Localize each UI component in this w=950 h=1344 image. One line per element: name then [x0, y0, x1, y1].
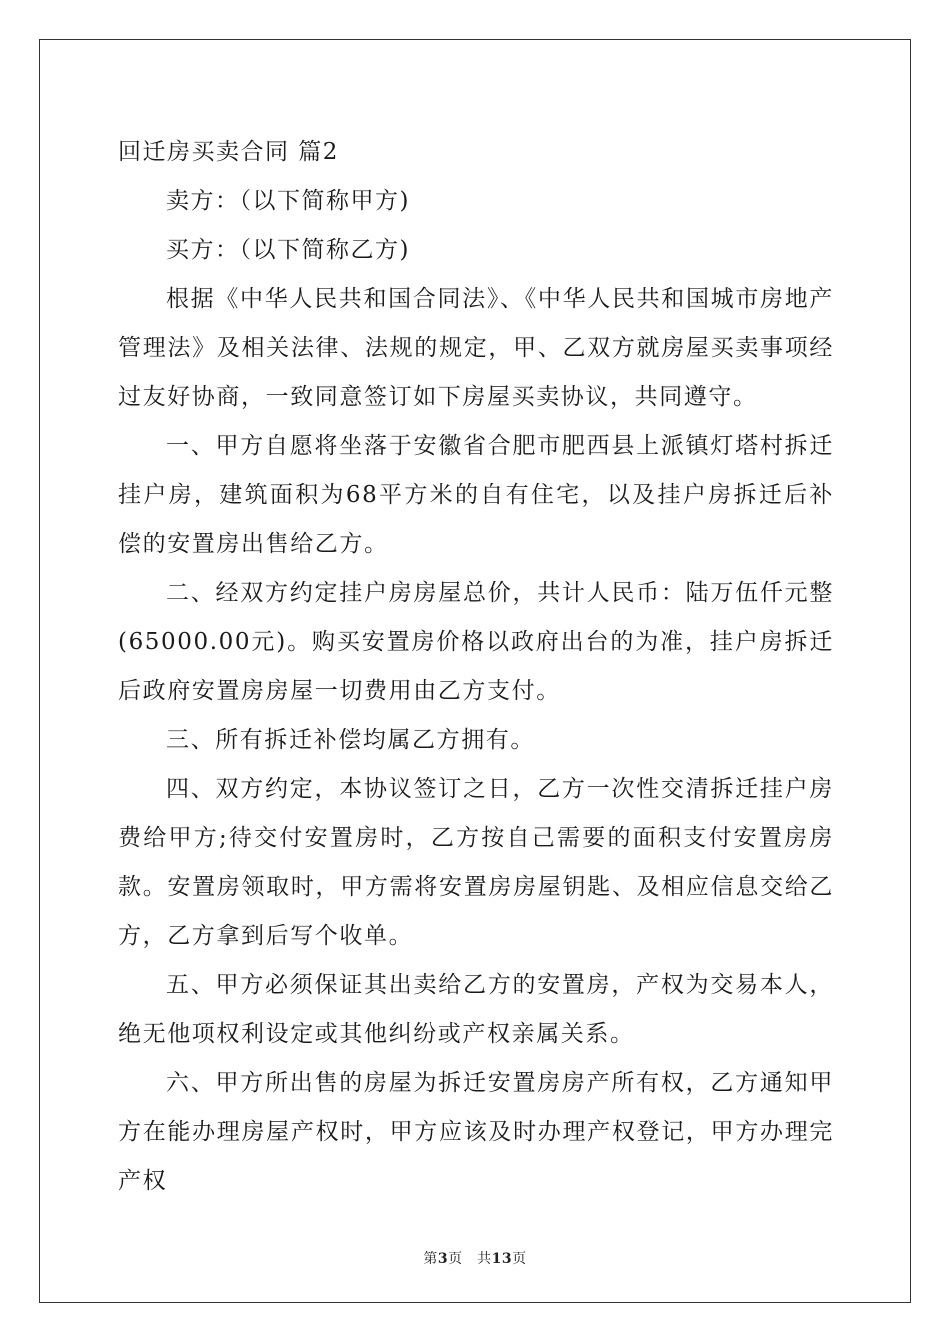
paragraph-clause-3: 三、所有拆迁补偿均属乙方拥有。 [166, 727, 535, 753]
footer-prefix: 第 [423, 1251, 438, 1267]
paragraph-clause-1: 一、甲方自愿将坐落于安徽省合肥市肥西县上派镇灯塔村拆迁挂户房，建筑面积为68平方米的自有住宅，以及挂户房拆迁后补偿的安置房出售给乙方。 [118, 433, 834, 557]
paragraph-clause-5: 五、甲方必须保证其出卖给乙方的安置房，产权为交易本人，绝无他项权利设定或其他纠纷或产权亲属关系。 [118, 972, 834, 1047]
page-footer [0, 1248, 950, 1268]
paragraph-preamble: 根据《中华人民共和国合同法》、《中华人民共和国城市房地产管理法》及相关法律、法规的规定，甲、乙双方就房屋买卖事项经过友好协商，一致同意签订如下房屋买卖协议，共同遵守。 [118, 286, 834, 410]
buyer-line: 买方：（以下简称乙方) [166, 237, 410, 263]
paragraph-clause-6: 六、甲方所出售的房屋为拆迁安置房房产所有权，乙方通知甲方在能办理房屋产权时，甲方应该及时办理产权登记，甲方办理完产权 [118, 1070, 834, 1194]
footer-current-page: 3 [437, 1251, 449, 1267]
document-title: 回迁房买卖合同 篇2 [118, 139, 339, 165]
document-body [118, 128, 834, 1206]
footer-total-pages: 13 [491, 1251, 513, 1267]
footer-middle: 页 共 [448, 1251, 492, 1267]
seller-line: 卖方：（以下简称甲方) [166, 188, 410, 214]
paragraph-clause-4: 四、双方约定，本协议签订之日，乙方一次性交清拆迁挂户房费给甲方;待交付安置房时，乙方按自己需要的面积支付安置房房款。安置房领取时，甲方需将安置房房屋钥匙、及相应信息交给乙方，乙方拿到后写个收单。 [118, 776, 834, 949]
footer-suffix: 页 [512, 1251, 527, 1267]
paragraph-clause-2: 二、经双方约定挂户房房屋总价，共计人民币：陆万伍仟元整(65000.00元)。购买安置房价格以政府出台的为准，挂户房拆迁后政府安置房房屋一切费用由乙方支付。 [118, 580, 834, 704]
